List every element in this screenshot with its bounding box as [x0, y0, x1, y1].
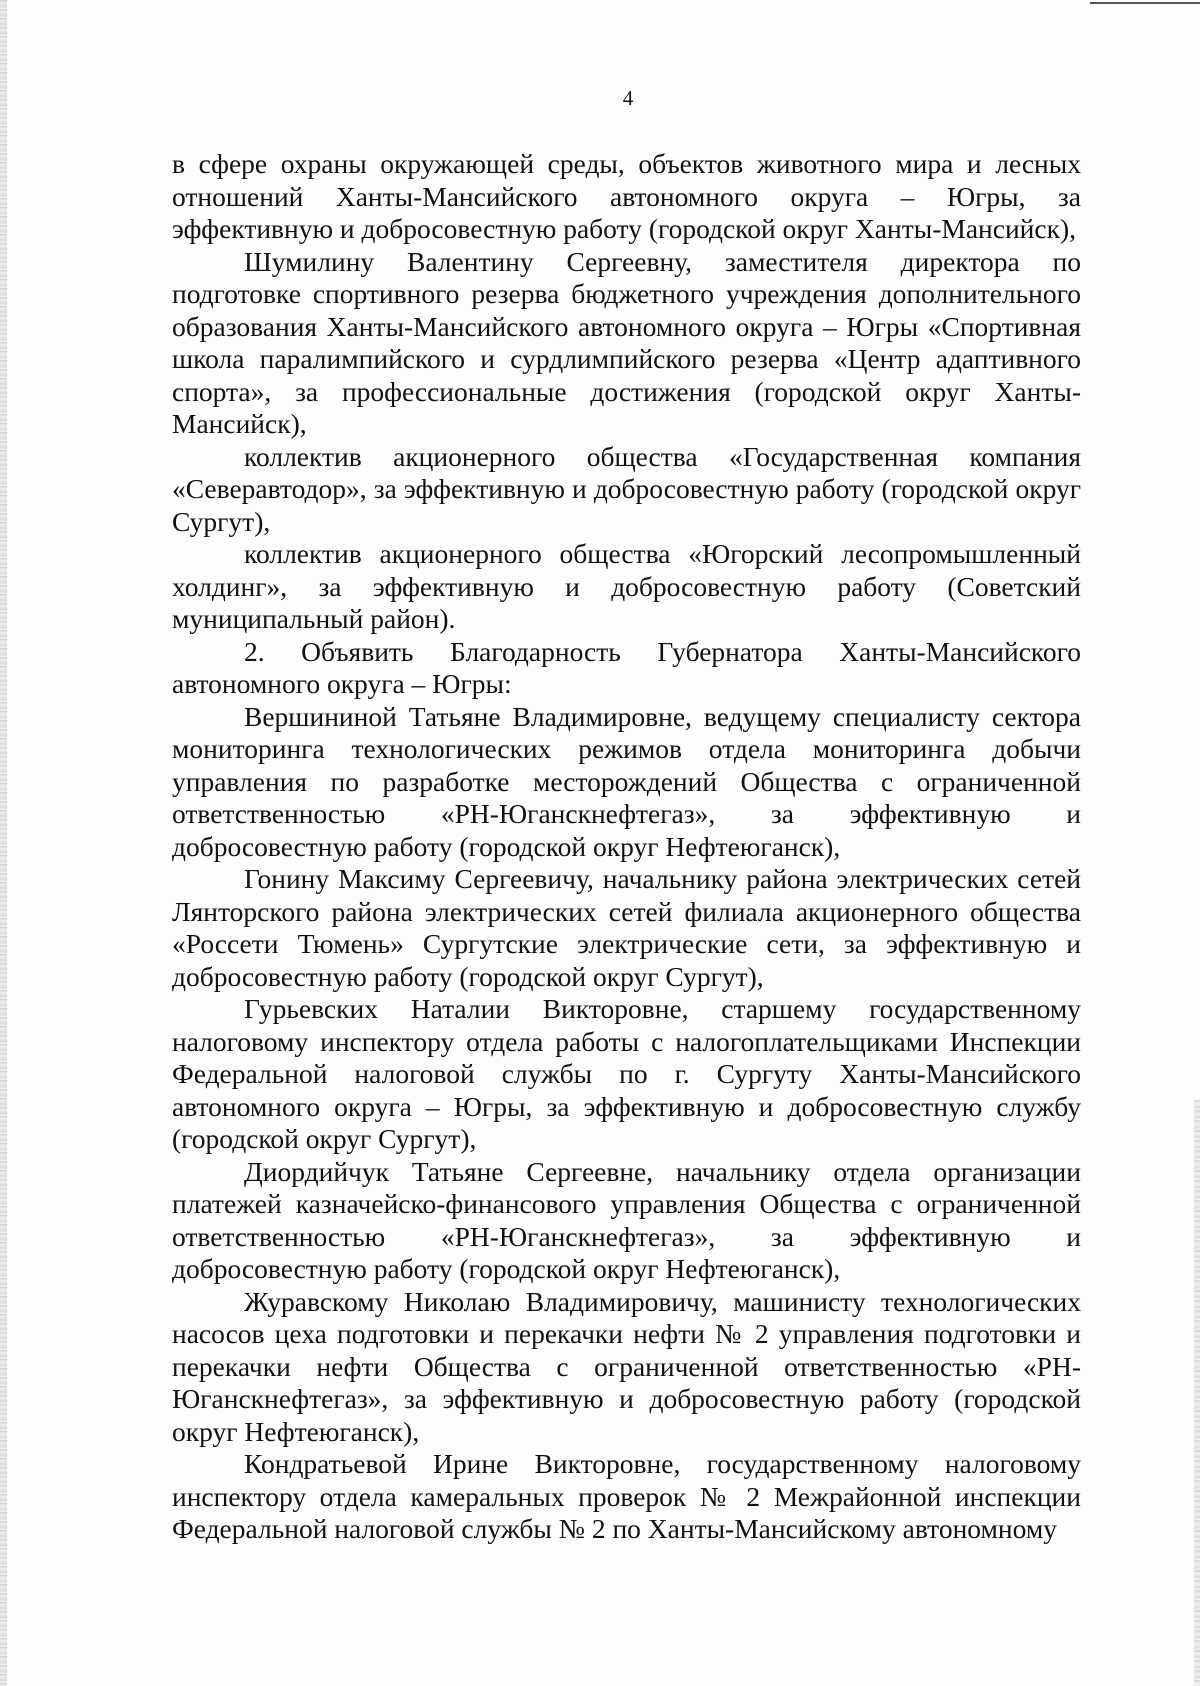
paragraph-section-2: 2. Объявить Благодарность Губернатора Ханты-Мансийского автономного округа – Югры: — [172, 635, 1081, 699]
paragraph-shumilina: Шумилину Валентину Сергеевну, заместителя директора по подготовке спортивного резерва бюджетного учреждения дополнительного образования Ханты-Мансийского автономного округа – Югры «Спортивная школа паралимпийского и сурдлимпийского резерва «Центр адаптивного спорта», за профессиональные достижения (городской округ Ханты-Мансийск), — [172, 245, 1081, 439]
paragraph-guryevskikh: Гурьевских Наталии Викторовне, старшему государственному налоговому инспектору отдела работы с налогоплательщиками Инспекции Федеральной налоговой службы по г. Сургуту Ханты-Мансийского автономного округа – Югры, за эффективную и добросовестную службу (городской округ Сургут), — [172, 993, 1081, 1154]
scan-top-line — [1090, 2, 1200, 4]
scan-edge-left — [0, 0, 7, 1686]
paragraph-vershinina: Вершининой Татьяне Владимировне, ведущему специалисту сектора мониторинга технологических режимов отдела мониторинга добычи управления по разработке месторождений Общества с ограниченной ответственностью «РН-Юганскнефтегаз», за эффективную и добросовестную работу (городской округ Нефтеюганск), — [172, 700, 1081, 862]
paragraph-gonin: Гонину Максиму Сергеевичу, начальнику района электрических сетей Лянторского района электрических сетей филиала акционерного общества «Россети Тюмень» Сургутские электрические сети, за эффективную и добросовестную работу (городской округ Сургут), — [172, 863, 1081, 992]
paragraph-continuation: в сфере охраны окружающей среды, объектов животного мира и лесных отношений Ханты-Мансийского автономного округа – Югры, за эффективную и добросовестную работу (городской округ Ханты-Мансийск), — [172, 148, 1081, 244]
document-body — [172, 148, 1081, 1546]
paragraph-zhuravsky: Журавскому Николаю Владимировичу, машинисту технологических насосов цеха подготовки и перекачки нефти № 2 управления подготовки и перекачки нефти Общества с ограниченной ответственностью «РН-Юганскнефтегаз», за эффективную и добросовестную работу (городской округ Нефтеюганск), — [172, 1285, 1081, 1447]
paragraph-kondratyeva: Кондратьевой Ирине Викторовне, государственному налоговому инспектору отдела камеральных проверок № 2 Межрайонной инспекции Федеральной налоговой службы № 2 по Ханты-Мансийскому автономному — [172, 1448, 1081, 1544]
paragraph-diordiychuk: Диордийчук Татьяне Сергеевне, начальнику отдела организации платежей казначейско-финансового управления Общества с ограниченной ответственностью «РН-Юганскнефтегаз», за эффективную и добросовестную работу (городской округ Нефтеюганск), — [172, 1155, 1081, 1284]
page-number: 4 — [622, 86, 634, 110]
scan-edge-right — [1194, 1100, 1200, 1686]
paragraph-yugorsky-holding: коллектив акционерного общества «Югорский лесопромышленный холдинг», за эффективную и добросовестную работу (Советский муниципальный район). — [172, 538, 1081, 634]
paragraph-severavtodor: коллектив акционерного общества «Государственная компания «Северавтодор», за эффективную и добросовестную работу (городской округ Сургут), — [172, 440, 1081, 537]
